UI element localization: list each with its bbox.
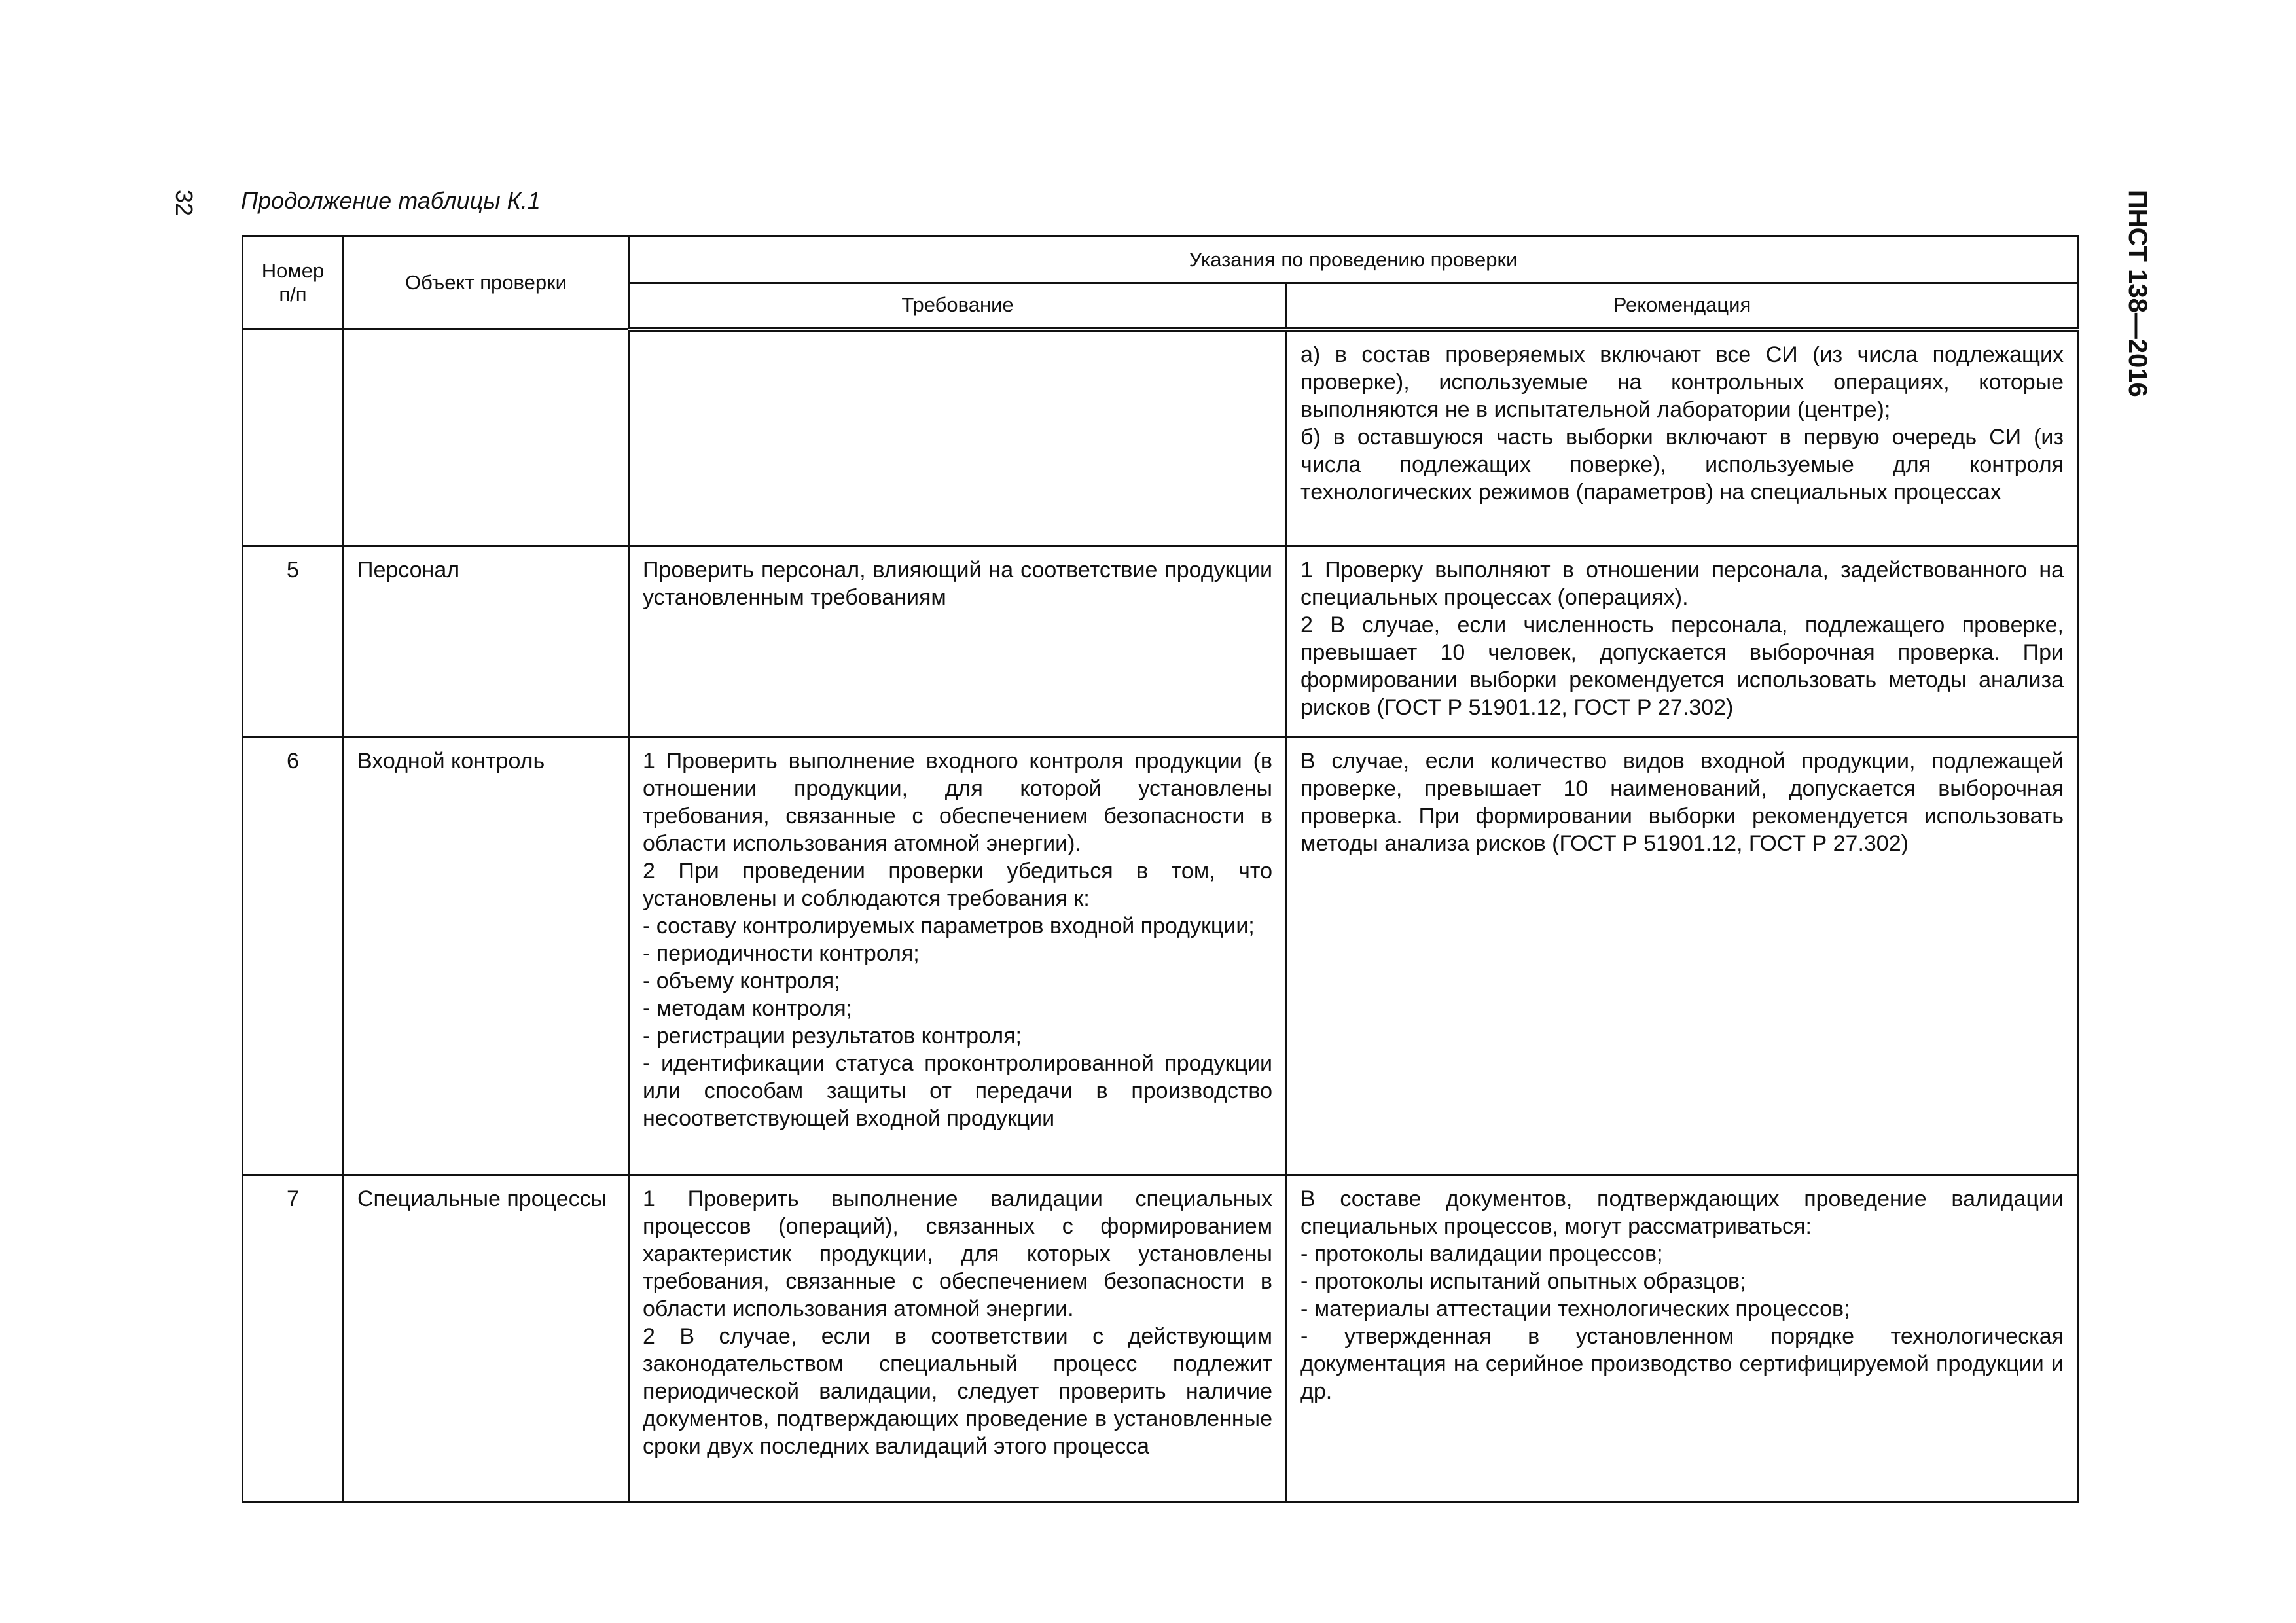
row-recommendation xyxy=(1287,1175,2078,1503)
row-recommendation xyxy=(1287,546,2078,738)
document-code: ПНСТ 138—2016 xyxy=(2123,190,2152,397)
row-recommendation-line: В случае, если количество видов входной продукции, подлежащей проверке, превышает 10 наименований, допускается выборочная проверка. При формировании выборки рекомендуется использовать методы анализа рисков (ГОСТ Р 51901.12, ГОСТ Р 27.302) xyxy=(1300,749,2064,856)
table-continuation-title: Продолжение таблицы К.1 xyxy=(241,187,541,214)
row-recommendation-line: - материалы аттестации технологических процессов; xyxy=(1300,1296,1850,1321)
row-recommendation-line: - утвержденная в установленном порядке технологическая документация на серийное производство сертифицируемой продукции и др. xyxy=(1300,1324,2064,1404)
row-requirement-line: - объему контроля; xyxy=(643,969,840,993)
row-requirement-line: 1 Проверить выполнение валидации специальных процессов (операций), связанных с формированием характеристик продукции, для которых установлены требования, связанные с обеспечением безопасности в области использования атомной энергии. xyxy=(643,1186,1272,1321)
row-recommendation-line: б) в оставшуюся часть выборки включают в первую очередь СИ (из числа подлежащих поверке), используемые для контроля технологических режимов (параметров) на специальных процессах xyxy=(1300,424,2064,505)
row-requirement xyxy=(629,738,1287,1175)
inspection-table xyxy=(242,235,2079,1503)
row-requirement xyxy=(629,546,1287,738)
table-row xyxy=(243,738,2078,1175)
table-row xyxy=(243,546,2078,738)
row-requirement-line: - идентификации статуса проконтролированной продукции или способам защиты от передачи в производство несоответствующей входной продукции xyxy=(643,1051,1272,1131)
row-requirement-line: Проверить персонал, влияющий на соответствие продукции установленным требованиям xyxy=(643,558,1272,610)
row-recommendation-line: 2 В случае, если численность персонала, подлежащего проверке, превышает 10 человек, допускается выборочная проверка. При формировании выборки рекомендуется использовать методы анализа рисков (ГОСТ Р 51901.12, ГОСТ Р 27.302) xyxy=(1300,613,2064,720)
row-object: Входной контроль xyxy=(344,738,629,1175)
row-number: 7 xyxy=(243,1175,344,1503)
header-object: Объект проверки xyxy=(344,236,629,329)
row-requirement-line: 2 При проведении проверки убедиться в том, что установлены и соблюдаются требования к: xyxy=(643,859,1272,911)
header-number: Номер п/п xyxy=(243,236,344,329)
header-requirement: Требование xyxy=(629,283,1287,329)
row-recommendation xyxy=(1287,329,2078,546)
row-number xyxy=(243,329,344,546)
row-requirement xyxy=(629,1175,1287,1503)
row-requirement-line: - методам контроля; xyxy=(643,996,853,1021)
table-body xyxy=(243,329,2078,1503)
row-requirement xyxy=(629,329,1287,546)
row-recommendation-line: В составе документов, подтверждающих проведение валидации специальных процессов, могут рассматриваться: xyxy=(1300,1186,2064,1239)
row-recommendation-line: - протоколы валидации процессов; xyxy=(1300,1241,1663,1266)
row-requirement-line: - составу контролируемых параметров входной продукции; xyxy=(643,914,1255,938)
row-object: Специальные процессы xyxy=(344,1175,629,1503)
row-number: 6 xyxy=(243,738,344,1175)
table-row xyxy=(243,1175,2078,1503)
row-requirement-line: 2 В случае, если в соответствии с действующим законодательством специальный процесс подлежит периодической валидации, следует проверить наличие документов, подтверждающих проведение в установленные сроки двух последних валидаций этого процесса xyxy=(643,1324,1272,1459)
row-object xyxy=(344,329,629,546)
row-requirement-line: - регистрации результатов контроля; xyxy=(643,1024,1022,1048)
row-number: 5 xyxy=(243,546,344,738)
page-number: 32 xyxy=(171,190,198,217)
row-requirement-line: 1 Проверить выполнение входного контроля продукции (в отношении продукции, для которой установлены требования, связанные с обеспечением безопасности в области использования атомной энергии). xyxy=(643,749,1272,856)
row-requirement-line: - периодичности контроля; xyxy=(643,941,920,966)
header-instructions: Указания по проведению проверки xyxy=(629,236,2078,283)
row-recommendation-line: - протоколы испытаний опытных образцов; xyxy=(1300,1269,1746,1294)
row-object: Персонал xyxy=(344,546,629,738)
row-recommendation xyxy=(1287,738,2078,1175)
row-recommendation-line: а) в состав проверяемых включают все СИ (из числа подлежащих проверке), используемые на контрольных операциях, которые выполняются не в испытательной лаборатории (центре); xyxy=(1300,342,2064,422)
row-recommendation-line: 1 Проверку выполняют в отношении персонала, задействованного на специальных процессах (операциях). xyxy=(1300,558,2064,610)
table-row xyxy=(243,329,2078,546)
header-recommendation: Рекомендация xyxy=(1287,283,2078,329)
